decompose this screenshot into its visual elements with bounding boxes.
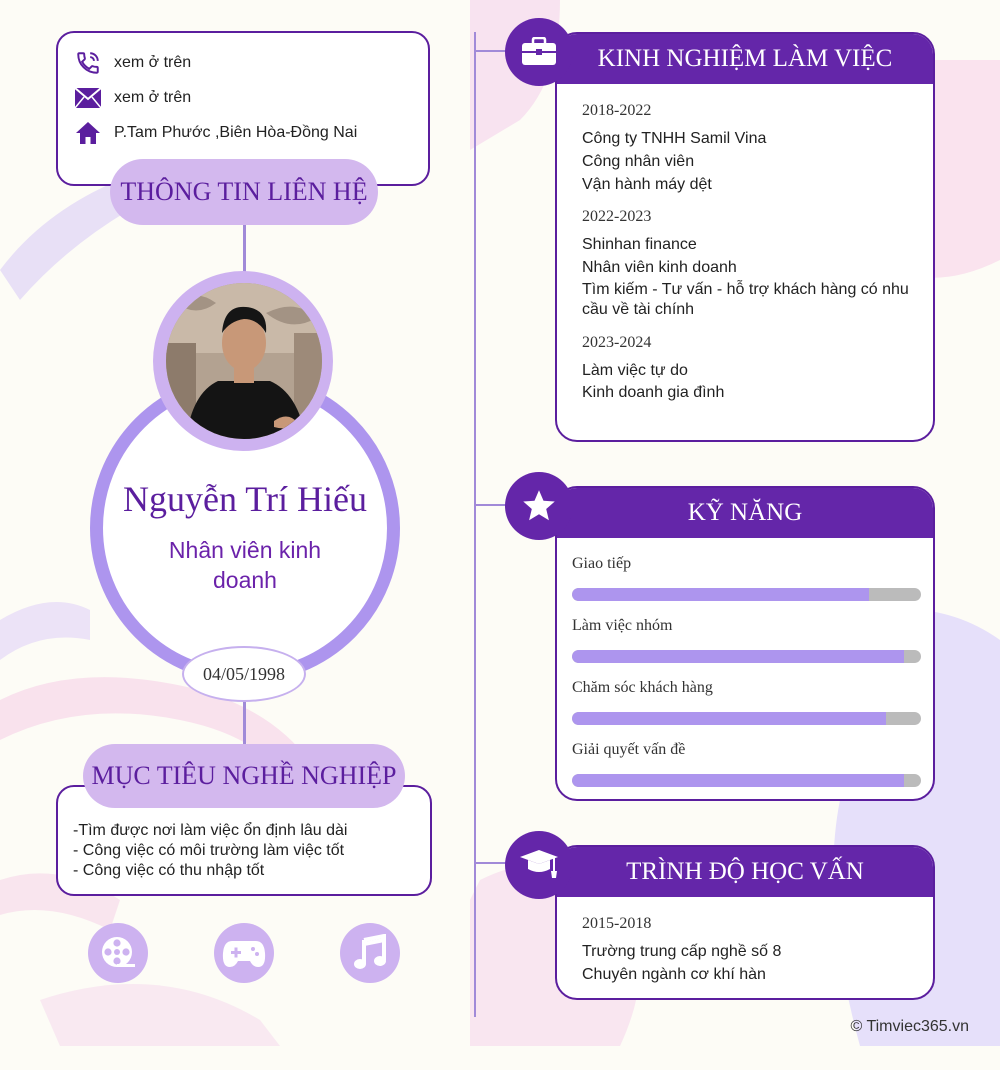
experience-position: Nhân viên kinh doanh: [582, 259, 737, 276]
skill-label: Chăm sóc khách hàng: [572, 679, 713, 696]
phone-icon: [74, 49, 102, 77]
profile-dob: 04/05/1998: [182, 646, 306, 702]
experience-description: Vận hành máy dệt: [582, 176, 712, 193]
education-section: [555, 845, 935, 1000]
star-icon: [505, 472, 573, 540]
objective-line: - Công việc có thu nhập tốt: [73, 862, 265, 879]
experience-position: Kinh doanh gia đình: [582, 384, 725, 401]
music-note-icon: [340, 923, 400, 983]
contact-email-row: [74, 83, 191, 113]
experience-years: 2018-2022: [582, 102, 652, 119]
contact-address-row: [74, 118, 357, 148]
experience-section: [555, 32, 935, 442]
avatar: [166, 283, 322, 439]
connector-line: [243, 702, 246, 746]
graduation-cap-icon: [505, 831, 573, 899]
experience-years: 2022-2023: [582, 208, 652, 225]
objective-line: - Công việc có môi trường làm việc tốt: [73, 842, 345, 859]
objective-heading: MỤC TIÊU NGHỀ NGHIỆP: [83, 744, 405, 808]
experience-company: Công ty TNHH Samil Vina: [582, 130, 767, 147]
skill-bar-fill: [572, 650, 904, 663]
experience-company: Làm việc tự do: [582, 362, 688, 379]
skill-bar-fill: [572, 774, 904, 787]
contact-email: xem ở trên: [114, 89, 192, 106]
contact-phone-row: [74, 48, 191, 78]
copyright: © Timviec365.vn: [850, 1018, 969, 1035]
profile-name: Nguyễn Trí Hiếu: [122, 479, 368, 519]
experience-description: Tìm kiếm - Tư vấn - hỗ trợ khách hàng có nhu cầu về tài chính: [582, 281, 909, 318]
skill-bar-fill: [572, 588, 869, 601]
envelope-icon: [74, 84, 102, 112]
home-icon: [74, 119, 102, 147]
experience-position: Công nhân viên: [582, 153, 695, 170]
skill-bar: [572, 712, 921, 725]
education-school: Trường trung cấp nghề số 8: [582, 943, 782, 960]
skill-label: Giải quyết vấn đề: [572, 741, 686, 758]
skill-label: Giao tiếp: [572, 555, 632, 572]
skill-label: Làm việc nhóm: [572, 617, 673, 634]
timeline-line: [474, 32, 476, 1017]
skill-bar: [572, 588, 921, 601]
gamepad-icon: [214, 923, 274, 983]
experience-company: Shinhan finance: [582, 236, 697, 253]
contact-heading: THÔNG TIN LIÊN HỆ: [110, 159, 378, 225]
experience-years: 2023-2024: [582, 334, 652, 351]
film-reel-icon: [88, 923, 148, 983]
skills-heading: KỸ NĂNG: [557, 488, 933, 538]
skill-bar: [572, 650, 921, 663]
skills-section: [555, 486, 935, 801]
education-years: 2015-2018: [582, 915, 652, 932]
connector-line: [243, 225, 246, 273]
skill-bar: [572, 774, 921, 787]
education-major: Chuyên ngành cơ khí hàn: [582, 966, 766, 983]
contact-phone: xem ở trên: [114, 54, 192, 71]
briefcase-icon: [505, 18, 573, 86]
objective-line: -Tìm được nơi làm việc ổn định lâu dài: [73, 822, 348, 839]
skill-bar-fill: [572, 712, 886, 725]
education-heading: TRÌNH ĐỘ HỌC VẤN: [557, 847, 933, 897]
experience-heading: KINH NGHIỆM LÀM VIỆC: [557, 34, 933, 84]
profile-role: Nhân viên kinh doanh: [168, 537, 322, 593]
contact-address: P.Tam Phước ,Biên Hòa-Đồng Nai: [114, 124, 358, 141]
